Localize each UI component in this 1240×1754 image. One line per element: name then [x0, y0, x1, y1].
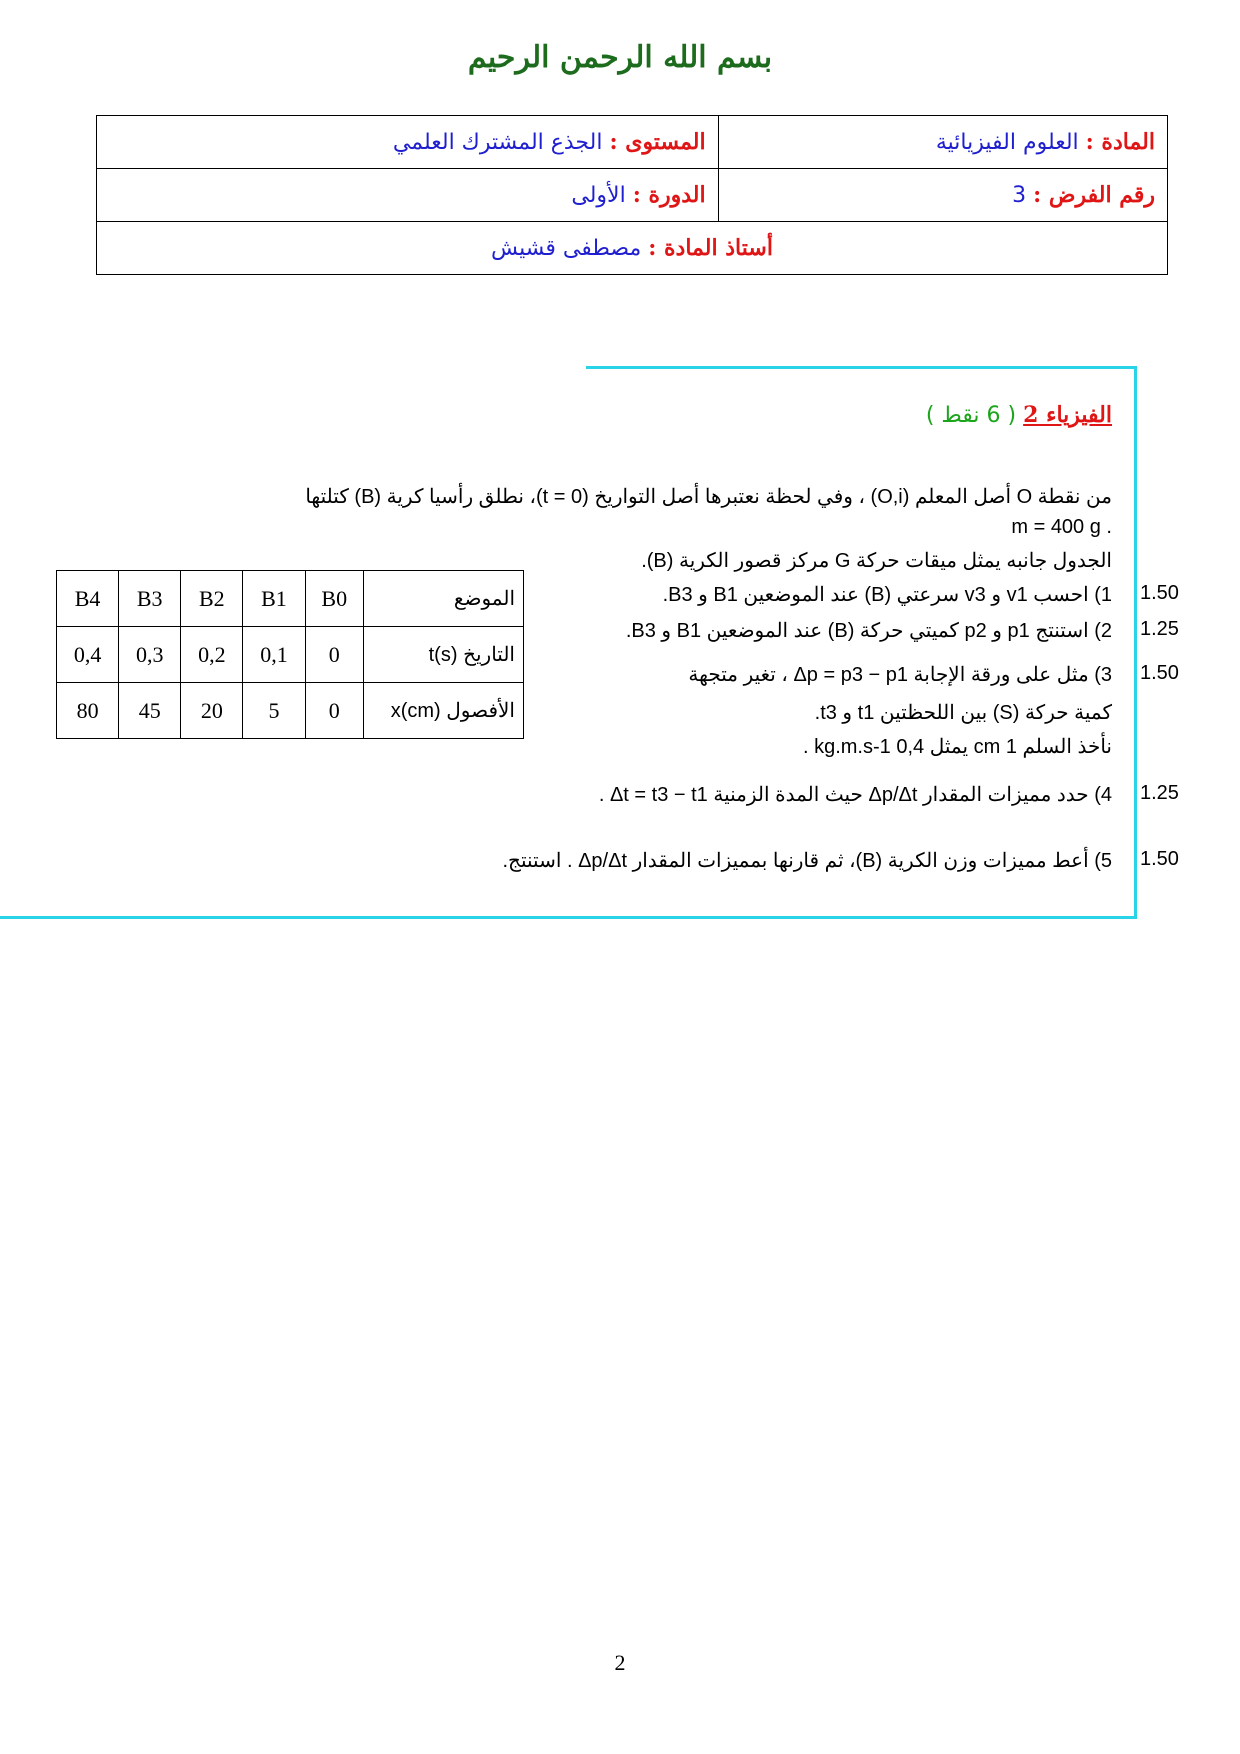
subject-cell: [718, 116, 1167, 169]
test-value: 3: [1012, 183, 1027, 208]
intro-line-2: . m = 400 g: [1011, 516, 1112, 538]
table-row: [57, 627, 524, 683]
question-4: 4) حدد مميزات المقدار Δp/Δt حيث المدة الزمنية Δt = t3 − t1 .: [598, 784, 1112, 806]
score-3: 1.50: [1140, 662, 1179, 684]
exercise-title: [926, 402, 1112, 428]
table-cell: B4: [57, 571, 119, 627]
question-3-line-3: نأخذ السلم 1 cm يمثل 0,4 kg.m.s-1 .: [802, 736, 1112, 758]
level-value: الجذع المشترك العلمي: [392, 130, 603, 155]
timing-table: [56, 570, 524, 739]
subject-label: المادة :: [1085, 129, 1155, 155]
row-label-time: التاريخ t(s): [364, 627, 524, 683]
table-cell: B1: [243, 571, 305, 627]
score-4: 1.25: [1140, 782, 1179, 804]
session-value: الأولى: [571, 183, 626, 208]
basmala: بسم الله الرحمن الرحيم: [467, 40, 773, 75]
session-cell: [97, 169, 719, 222]
question-5: 5) أعط مميزات وزن الكرية (B)، ثم قارنها بمميزات المقدار Δp/Δt . استنتج.: [502, 850, 1112, 872]
exercise-title-text: الفيزياء 2: [1023, 402, 1112, 428]
teacher-cell: [97, 222, 1168, 275]
header-table: [96, 115, 1168, 275]
table-cell: 0: [305, 683, 364, 739]
teacher-label: أستاذ المادة :: [648, 235, 773, 261]
table-cell: 0,2: [181, 627, 243, 683]
table-cell: B0: [305, 571, 364, 627]
row-label-position: الموضع: [364, 571, 524, 627]
frame-gap: [0, 366, 586, 370]
teacher-value: مصطفى قشيش: [491, 236, 642, 261]
question-3-line-2: كمية حركة (S) بين اللحظتين t1 و t3.: [814, 702, 1112, 724]
table-cell: 45: [119, 683, 181, 739]
question-2: 2) استنتج p1 و p2 كميتي حركة (B) عند الموضعين B1 و B3.: [625, 620, 1112, 642]
intro-line-3: الجدول جانبه يمثل ميقات حركة G مركز قصور الكرية (B).: [641, 550, 1112, 572]
table-cell: 0: [305, 627, 364, 683]
row-label-abscissa: الأفصول x(cm): [364, 683, 524, 739]
score-1: 1.50: [1140, 582, 1179, 604]
table-cell: B2: [181, 571, 243, 627]
test-label: رقم الفرض :: [1033, 182, 1155, 208]
table-cell: 0,1: [243, 627, 305, 683]
level-cell: [97, 116, 719, 169]
level-label: المستوى :: [609, 129, 706, 155]
intro-line-1: من نقطة O أصل المعلم (O,i) ، وفي لحظة نعتبرها أصل التواريخ (t = 0)، نطلق رأسيا كرية (B) كتلتها: [305, 486, 1112, 508]
score-5: 1.50: [1140, 848, 1179, 870]
score-2: 1.25: [1140, 618, 1179, 640]
test-cell: [718, 169, 1167, 222]
table-row: [57, 571, 524, 627]
session-label: الدورة :: [632, 182, 706, 208]
table-cell: 0,4: [57, 627, 119, 683]
subject-value: العلوم الفيزيائية: [935, 130, 1079, 155]
page-number: 2: [614, 1650, 626, 1675]
table-cell: 80: [57, 683, 119, 739]
table-cell: 20: [181, 683, 243, 739]
question-3-line-1: 3) مثل على ورقة الإجابة Δp = p3 − p1 ، تغير متجهة: [688, 664, 1112, 686]
table-cell: 5: [243, 683, 305, 739]
question-1: 1) احسب v1 و v3 سرعتي (B) عند الموضعين B1 و B3.: [662, 584, 1112, 606]
table-cell: B3: [119, 571, 181, 627]
table-cell: 0,3: [119, 627, 181, 683]
exercise-points: ( 6 نقط ): [925, 403, 1017, 428]
table-row: [57, 683, 524, 739]
